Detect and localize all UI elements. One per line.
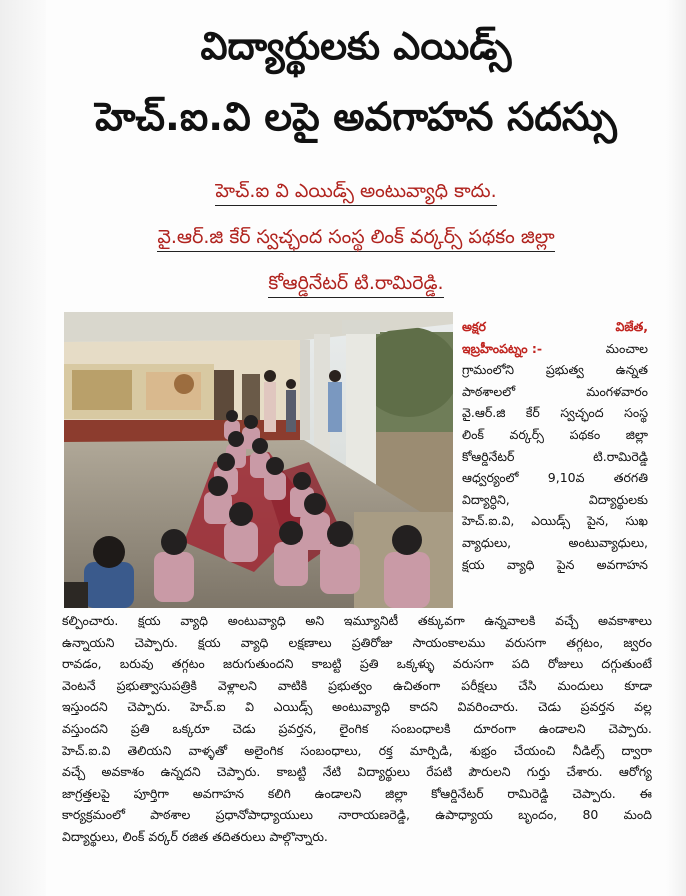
article-body: [62, 610, 652, 848]
body-line: రావడం, బరువు తగ్గటం జరుగుతుందని కాబట్టి ప్రతి ఒక్కళ్ళు వరుసగా పది రోజులు దగ్గుతుంటే: [62, 656, 652, 672]
column-line: కోఆర్డినేటర్ టి.రామిరెడ్డి: [462, 448, 648, 464]
column-lines: [462, 359, 648, 575]
byline: [462, 316, 648, 338]
page-edge-right: [666, 0, 686, 896]
body-line: కార్యక్రమంలో పాఠశాల ప్రధానోపాధ్యాయులు నారాయణరెడ్డి, ఉపాధ్యాయ బృందం, 80 మంది: [62, 807, 652, 823]
body-line: జాగ్రత్తలపై పూర్తిగా అవగాహన కలిగి ఉండాలని జిల్లా కోఆర్డినేటర్ రామిరెడ్డి చెప్పారు. ఈ: [62, 785, 652, 801]
subhead-2-text: వై.ఆర్.జి కేర్ స్వచ్ఛంద సంస్థ లింక్ వర్కర్స్ పథకం జిల్లా: [157, 226, 554, 252]
body-line: కల్పించారు. క్షయ వ్యాధి అంటువ్యాధి అని ఇమ్యూనిటీ తక్కువగా ఉన్నవాలకి వచ్చే అవకాశాలు: [62, 613, 652, 628]
body-line: ఇస్తుందని చెప్పారు. హెచ్.ఐ వి ఎయిడ్స్ అంటువ్యాధి కాదని వివరించారు. చెడు ప్రవర్తన వల్ల: [62, 699, 652, 715]
photo-students-in-corridor: [64, 312, 453, 608]
column-line: పాఠశాలలో మంగళవారం: [462, 383, 648, 399]
column-first-word: మంచాల: [605, 340, 648, 356]
byline-place-row: [462, 338, 648, 360]
column-line: క్షయ వ్యాధి పైన అవగాహన: [462, 556, 648, 572]
subhead-2: [46, 224, 666, 250]
subhead-3: [46, 270, 666, 296]
column-line: హెచ్.ఐ.వి, ఎయిడ్స్ పైన, సుఖ: [462, 513, 648, 529]
column-line: లింక్ వర్కర్స్ పథకం జిల్లా: [462, 426, 648, 442]
body-line: ఉన్నాయని చెప్పారు. క్షయ వ్యాధి లక్షణాలు ప్రతిరోజు సాయంకాలము వరుసగా తగ్గటం, జ్వరం: [62, 634, 652, 650]
byline-part-1: అక్షర: [462, 319, 486, 334]
body-line: వస్తుందని ప్రతి ఒక్కరూ చెడు ప్రవర్తన, లైంగిక సంబంధాలకి దూరంగా ఉండాలని చెప్పారు.: [62, 720, 652, 736]
column-line: గ్రామంలోని ప్రభుత్వ ఉన్నత: [462, 362, 648, 378]
column-line: వై.ఆర్.జి కేర్ స్వచ్ఛంద సంస్థ: [462, 405, 648, 421]
headline-line-2: హెచ్.ఐ.వి లపై అవగాహన సదస్సు: [95, 95, 617, 140]
column-line: వ్యాధులు, అంటువ్యాధులు,: [462, 534, 648, 550]
subhead-1-text: హెచ్.ఐ వి ఎయిడ్స్ అంటువ్యాధి కాదు.: [215, 180, 496, 206]
column-line: విద్యార్ధిని, విద్యార్థులకు: [462, 491, 648, 507]
headline-line-1: విద్యార్థులకు ఎయిడ్స్: [200, 24, 512, 68]
column-line: ఆధ్వర్యంలో 9,10వ తరగతి: [462, 470, 648, 486]
body-line: హెచ్.ఐ.వి తెలియని వాళ్ళతో అలైంగిక సంబంధాలు, రక్త మార్పిడి, శుభ్రం చేయంచి నీడిల్స్ ద్వారా: [62, 742, 652, 758]
page-edge-left: [0, 0, 46, 896]
subhead-3-text: కోఆర్డినేటర్ టి.రామిరెడ్డి.: [268, 272, 443, 298]
body-line: విద్యార్థులు, లింక్ వర్కర్ రజిత తదితరులు పాల్గొన్నారు.: [62, 828, 328, 844]
news-photo: [64, 312, 453, 608]
subhead-1: [46, 178, 666, 204]
body-line: వచ్చే అవకాశం ఉన్నదని చెప్పారు. కాబట్టి నేటి విద్యార్థులు రేపటి పౌరులని గుర్తు చేశారు. ఆరోగ్య: [62, 764, 652, 780]
byline-place: ఇబ్రహీంపట్నం :-: [462, 340, 543, 356]
body-line: వెంటనే ప్రభుత్వాసుపత్రికి వెళ్లాలని వాటికి ప్రభుత్వం ఉచితంగా పరీక్షలు చేసి మందులు కూడా: [62, 677, 652, 693]
article-narrow-column: [462, 316, 648, 575]
byline-part-2: విజేత,: [615, 319, 648, 334]
